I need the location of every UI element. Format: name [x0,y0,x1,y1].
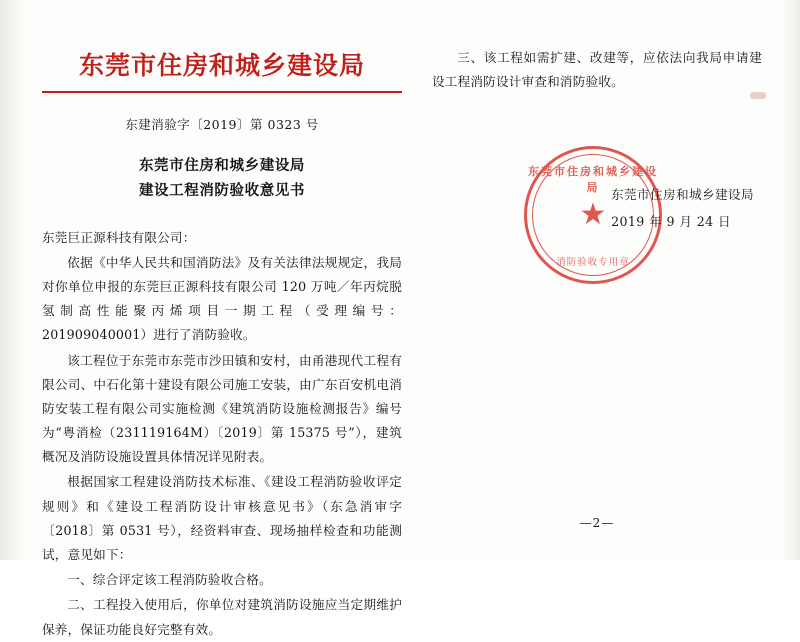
body-paragraph-4: 一、综合评定该工程消防验收合格。 [67,572,272,588]
document-title-line-1: 东莞市住房和城乡建设局 [138,157,306,174]
document-title [42,153,402,204]
right-column [432,30,762,535]
body-paragraph-5: 二、工程投入使用后，你单位对建筑消防设施应当定期维护保养，保证功能良好完整有效。 [42,597,402,637]
letterhead-title: 东莞市住房和城乡建设局 [78,51,365,80]
body-paragraph-6: 三、该工程如需扩建、改建等，应依法向我局申请建设工程消防设计审查和消防验收。 [432,50,762,90]
document-title-line-2: 建设工程消防验收意见书 [138,182,306,200]
signature-org: 东莞市住房和城乡建设局 [611,187,754,203]
seal-star-icon: ★ [579,197,607,233]
signature-zone [432,146,762,296]
document-body-continued [432,46,762,94]
letterhead-rule [42,91,402,93]
body-paragraph-1: 依据《中华人民共和国消防法》及有关法律法规规定，我局对你单位申报的东莞巨正源科技有限公司 120 万吨／年丙烷脱氢制高性能聚丙烯项目一期工程（受理编号：201909040001）进行了消防验收。 [42,254,402,343]
addressee-line: 东莞巨正源科技有限公司： [42,229,196,245]
seal-bottom-text: 消防验收专用章 [556,257,630,269]
document-body [42,226,402,642]
body-paragraph-3: 根据国家工程建设消防技术标准、《建设工程消防验收评定规则》和《建设工程消防设计审核意见书》（东急消审字〔2018〕第 0531 号），经资料审查、现场抽样检查和功能测试，意见如下： [42,474,402,562]
body-paragraph-2: 该工程位于东莞市东莞市沙田镇和安村，由甬港现代工程有限公司、中石化第十建设有限公司施工安装，由广东百安机电消防安装工程有限公司实施检测《建筑消防设施检测报告》编号为“粤消检（231119164M）〔2019〕第 15375 号”），建筑概况及消防设施设置具体情况详见附表。 [42,352,402,465]
left-column [42,30,402,637]
document-number: 东建消验字〔2019〕第 0323 号 [125,117,319,132]
seal-top-text: 东莞市住房和城乡建设局 [528,165,658,195]
signature-date: 2019 年 9 月 24 日 [611,213,731,229]
signature-lines [611,182,754,235]
page-number: —2— [579,516,615,530]
